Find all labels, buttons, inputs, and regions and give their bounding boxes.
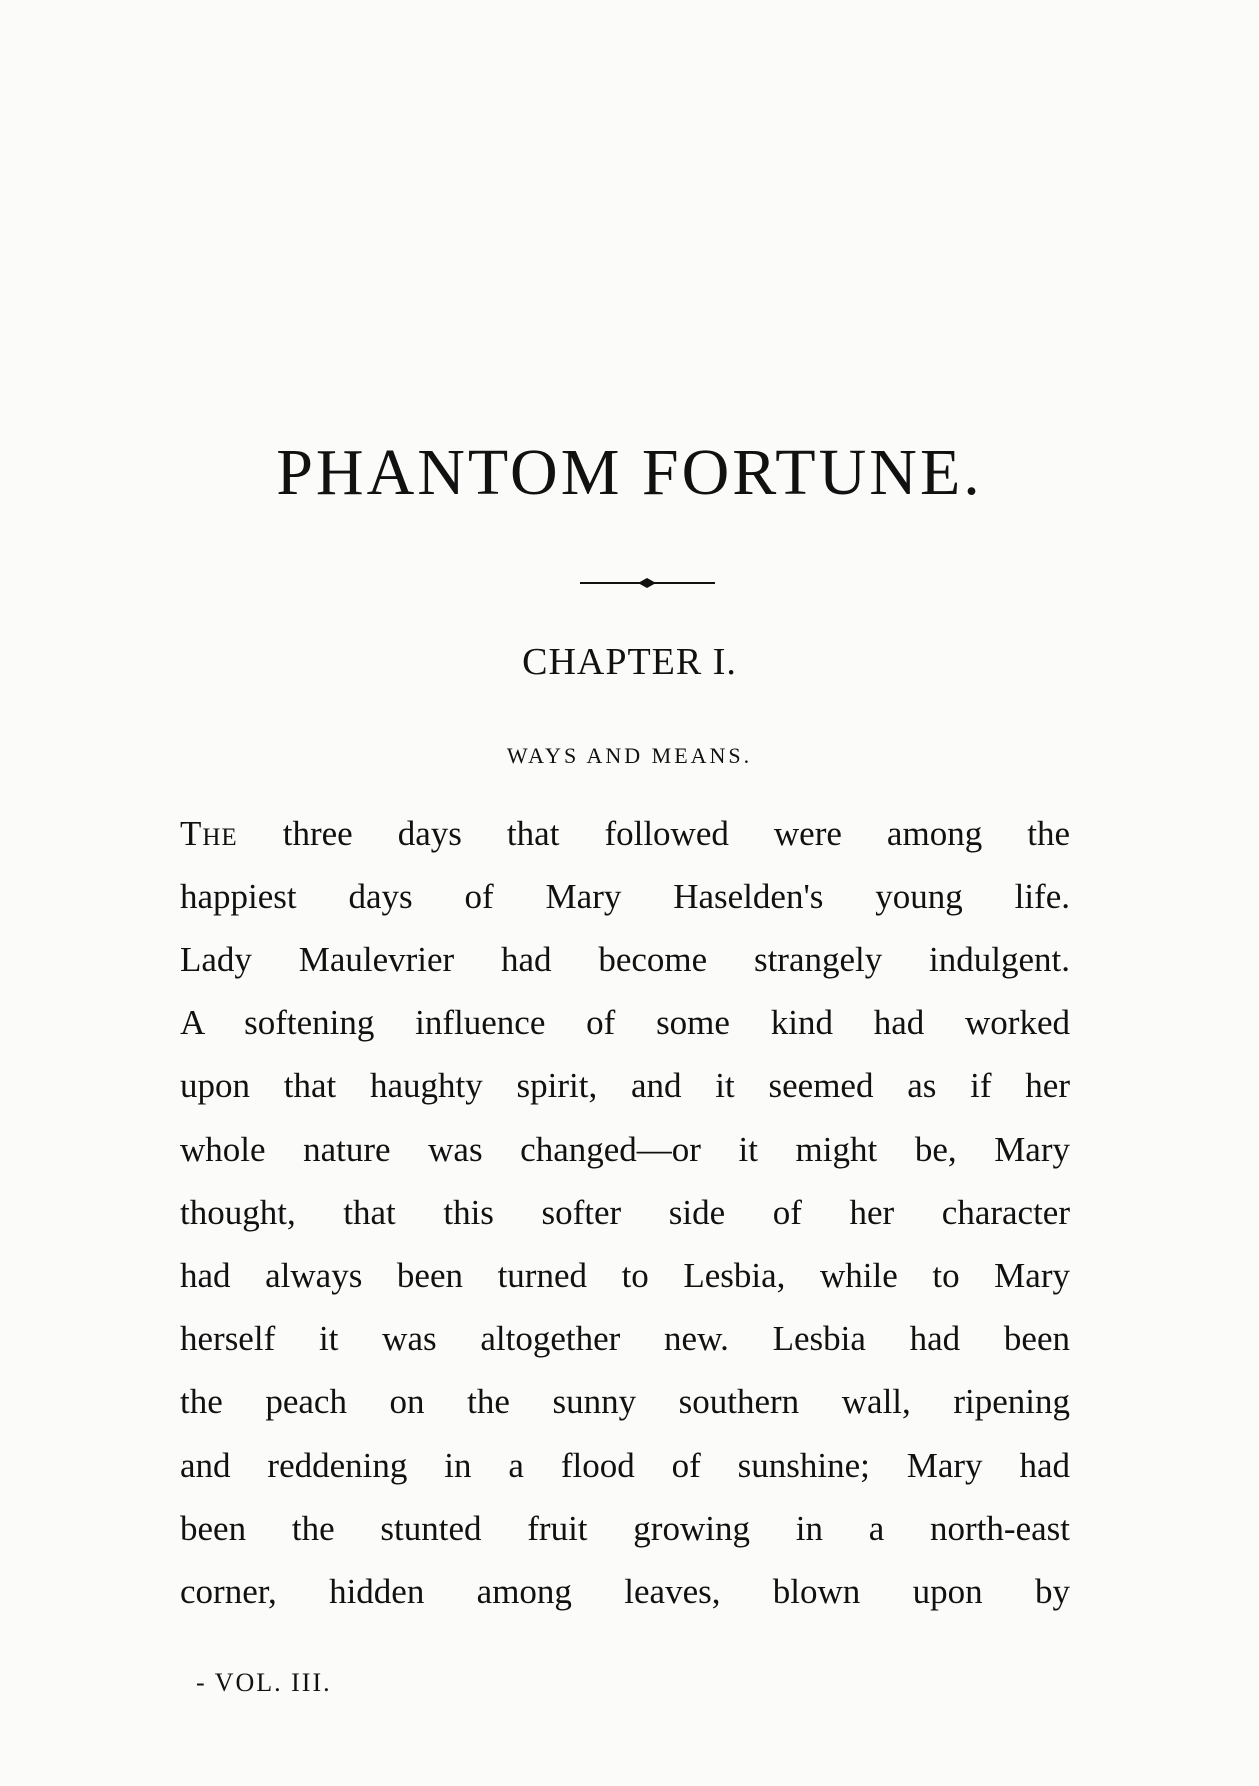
text-line: Lady Maulevrier had become strangely indulgent. bbox=[180, 940, 1070, 979]
text-line: The three days that followed were among the bbox=[180, 814, 1070, 853]
chapter-subtitle: WAYS AND MEANS. bbox=[506, 743, 753, 768]
signature-mark: - VOL. III. bbox=[196, 1668, 332, 1697]
ornament-divider bbox=[580, 576, 715, 590]
chapter-heading: CHAPTER I. bbox=[522, 641, 737, 683]
text-line: the peach on the sunny southern wall, ripening bbox=[180, 1382, 1070, 1421]
book-title: PHANTOM FORTUNE. bbox=[276, 436, 983, 509]
text-line: been the stunted fruit growing in a north-east bbox=[180, 1509, 1070, 1548]
text-line: whole nature was changed—or it might be, Mary bbox=[180, 1130, 1070, 1169]
text-line: had always been turned to Lesbia, while to Mary bbox=[180, 1256, 1070, 1295]
first-word: The bbox=[180, 814, 238, 853]
text-line: upon that haughty spirit, and it seemed as if her bbox=[180, 1066, 1070, 1105]
text-line: A softening influence of some kind had worked bbox=[180, 1003, 1070, 1042]
text-line: thought, that this softer side of her character bbox=[180, 1193, 1070, 1232]
text-line: happiest days of Mary Haselden's young life. bbox=[180, 877, 1070, 916]
text-line: corner, hidden among leaves, blown upon by bbox=[180, 1572, 1070, 1611]
text-line: and reddening in a flood of sunshine; Mary had bbox=[180, 1446, 1070, 1485]
text-line: herself it was altogether new. Lesbia had been bbox=[180, 1319, 1070, 1358]
